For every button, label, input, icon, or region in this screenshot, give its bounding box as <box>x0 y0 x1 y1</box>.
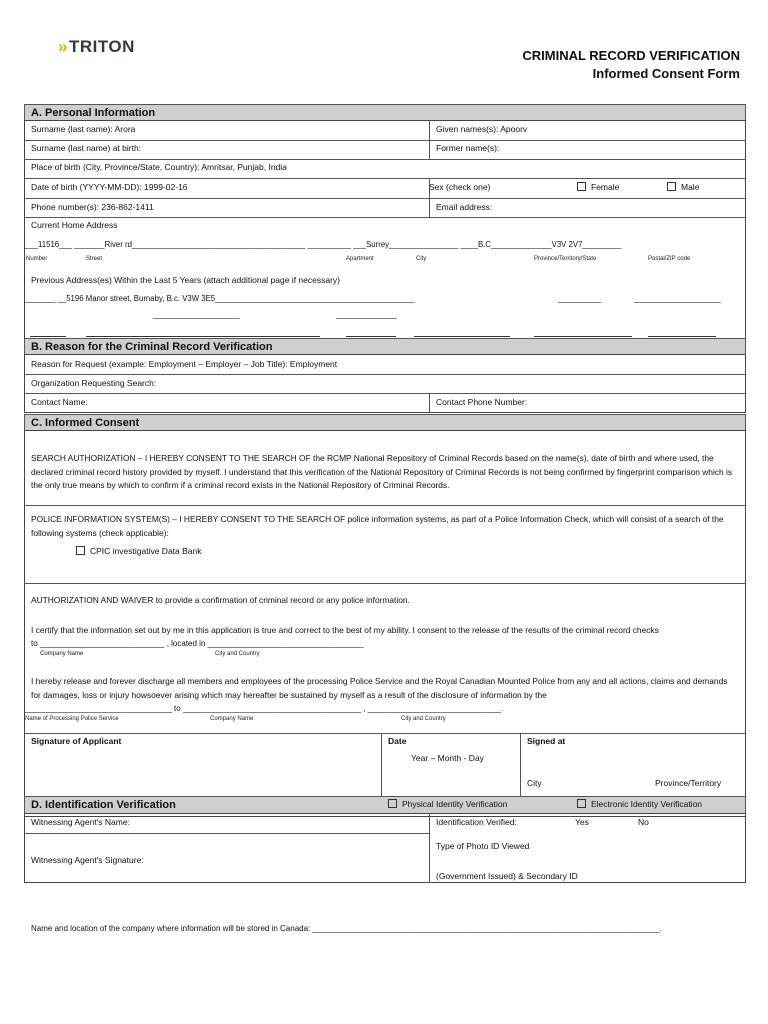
checkbox-icon <box>667 182 676 191</box>
place-of-birth-field[interactable]: Place of birth (City, Province/State, Country): Amritsar, Punjab, India <box>31 162 287 172</box>
release-blanks[interactable]: _________________________________ to ________________________________________ , ______________________________. <box>25 704 504 713</box>
id-verified-yes[interactable]: Yes <box>575 817 589 827</box>
contact-phone-field[interactable]: Contact Phone Number: <box>436 397 528 407</box>
date-label: Date <box>388 736 407 746</box>
caption-city: City <box>416 256 427 262</box>
date-of-birth-field[interactable]: Date of birth (YYYY-MM-DD): 1999-02-16 <box>31 182 188 192</box>
date-format-hint[interactable]: Year – Month - Day <box>411 753 484 763</box>
signed-at-province[interactable]: Province/Territory <box>655 778 722 788</box>
id-verified-no[interactable]: No <box>638 817 649 827</box>
section-b-header: B. Reason for the Criminal Record Verification <box>24 338 746 355</box>
search-authorization-text: SEARCH AUTHORIZATION – I HEREBY CONSENT TO THE SEARCH OF the RCMP National Repository of Criminal Records based on the name(s), date of birth and where used, the declared criminal record history provided by myself. I understand that this verification of the National Repository of Criminal Records is not being confirmed by fingerprint comparison which is the only true means by which to confirm if a criminal record exists in the National Repository of Criminal Records. <box>31 453 733 490</box>
witness-signature-field[interactable]: Witnessing Agent's Signature: <box>31 855 144 865</box>
caption-company: Company Name <box>210 716 254 722</box>
caption-street: Street <box>86 256 103 262</box>
physical-verification-checkbox[interactable]: Physical Identity Verification <box>388 799 507 810</box>
phone-field[interactable]: Phone number(s): 236-862-1411 <box>31 202 154 212</box>
current-address-line[interactable]: ___11516___ _______River rd________________________________________ __________ ___Surrey________________ ____B.C______________V3V 2V7_________ <box>25 240 622 249</box>
police-info-text: POLICE INFORMATION SYSTEM(S) – I HEREBY CONSENT TO THE SEARCH OF police information systems, as part of a Police Information Check, which will consist of a search of the following systems (check applicable): <box>31 514 724 538</box>
caption-province: Province/Territory/State <box>534 256 597 262</box>
organization-field[interactable]: Organization Requesting Search: <box>31 378 157 388</box>
storage-location-field[interactable]: Name and location of the company where information will be stored in Canada: ______________________________________________________________________________. <box>31 924 662 933</box>
section-a-header: A. Personal Information <box>24 104 746 121</box>
electronic-verification-checkbox[interactable]: Electronic Identity Verification <box>577 799 702 810</box>
section-c-header: C. Informed Consent <box>24 414 746 431</box>
checkbox-icon <box>388 799 397 808</box>
current-address-label: Current Home Address <box>31 220 118 230</box>
witness-name-field[interactable]: Witnessing Agent's Name: <box>31 817 130 827</box>
checkbox-icon <box>577 799 586 808</box>
authorization-waiver-text: AUTHORIZATION AND WAIVER to provide a confirmation of criminal record or any police information. <box>31 595 410 605</box>
form-title: CRIMINAL RECORD VERIFICATION <box>522 48 740 63</box>
cpic-checkbox[interactable]: CPIC investigative Data Bank <box>76 546 202 557</box>
release-text: I hereby release and forever discharge all members and employees of the processing Police Service and the Royal Canadian Mounted Police from any and all actions, claims and demands for damages, loss or injury howsoever arising which may hereafter be sustained by myself as a result of the disclosure of information by the <box>31 676 728 700</box>
reason-field[interactable]: Reason for Request (example: Employment – Employer – Job Title): Employment <box>31 359 338 369</box>
previous-address-label: Previous Address(es) Within the Last 5 Years (attach additional page if necessary) <box>31 275 341 285</box>
id-verified-label: Identification Verified: <box>436 817 517 827</box>
government-id-field[interactable]: (Government Issued) & Secondary ID <box>436 871 578 881</box>
surname-at-birth-field[interactable]: Surname (last name) at birth: <box>31 143 142 153</box>
former-names-field[interactable]: Former name(s): <box>436 143 500 153</box>
signature-applicant-field[interactable]: Signature of Applicant <box>31 736 122 746</box>
caption-city-country: City and Country <box>401 716 446 722</box>
certify-blanks[interactable]: to ____________________________ , located in ___________________________________ <box>31 639 364 648</box>
section-d-header: D. Identification Verification <box>24 796 746 814</box>
previous-address-blank[interactable]: __________ <box>558 294 602 303</box>
contact-name-field[interactable]: Contact Name: <box>31 397 88 407</box>
caption-city-country: City and Country <box>215 651 260 657</box>
previous-address-blank[interactable]: ____________________ <box>153 310 240 319</box>
triton-logo <box>58 37 135 57</box>
sex-label: Sex (check one) <box>429 182 491 192</box>
given-names-field[interactable]: Given names(s): Apoorv <box>436 124 528 134</box>
logo-text: TRITON <box>68 37 135 56</box>
previous-address-blank[interactable]: ______________ <box>336 310 397 319</box>
photo-id-field[interactable]: Type of Photo ID Viewed <box>436 841 530 851</box>
signed-at-city[interactable]: City <box>527 778 542 788</box>
caption-number: Number <box>26 256 48 262</box>
surname-field[interactable]: Surname (last name): Arora <box>31 124 136 134</box>
caption-company: Company Name <box>40 651 84 657</box>
caption-apartment: Apartment <box>346 256 374 262</box>
certify-text: I certify that the information set out by me in this application is true and correct to the best of my ability. I consent to the release of the results of the criminal record checks <box>31 625 659 635</box>
previous-address-line[interactable]: _______ __5196 Manor street, Burnaby, B.c. V3W 3E5______________________________________________ <box>25 294 415 303</box>
form-subtitle: Informed Consent Form <box>592 66 740 81</box>
checkbox-icon <box>76 546 85 555</box>
logo-chevron-icon: » <box>58 37 68 56</box>
signed-at-label: Signed at <box>527 736 566 746</box>
email-field[interactable]: Email address: <box>436 202 493 212</box>
caption-police-service: Name of Processing Police Service <box>25 716 119 722</box>
caption-postal: Postal/ZIP code <box>648 256 691 262</box>
male-checkbox[interactable]: Male <box>667 182 699 193</box>
female-checkbox[interactable]: Female <box>577 182 619 193</box>
previous-address-blank[interactable]: ____________________ <box>634 294 721 303</box>
checkbox-icon <box>577 182 586 191</box>
